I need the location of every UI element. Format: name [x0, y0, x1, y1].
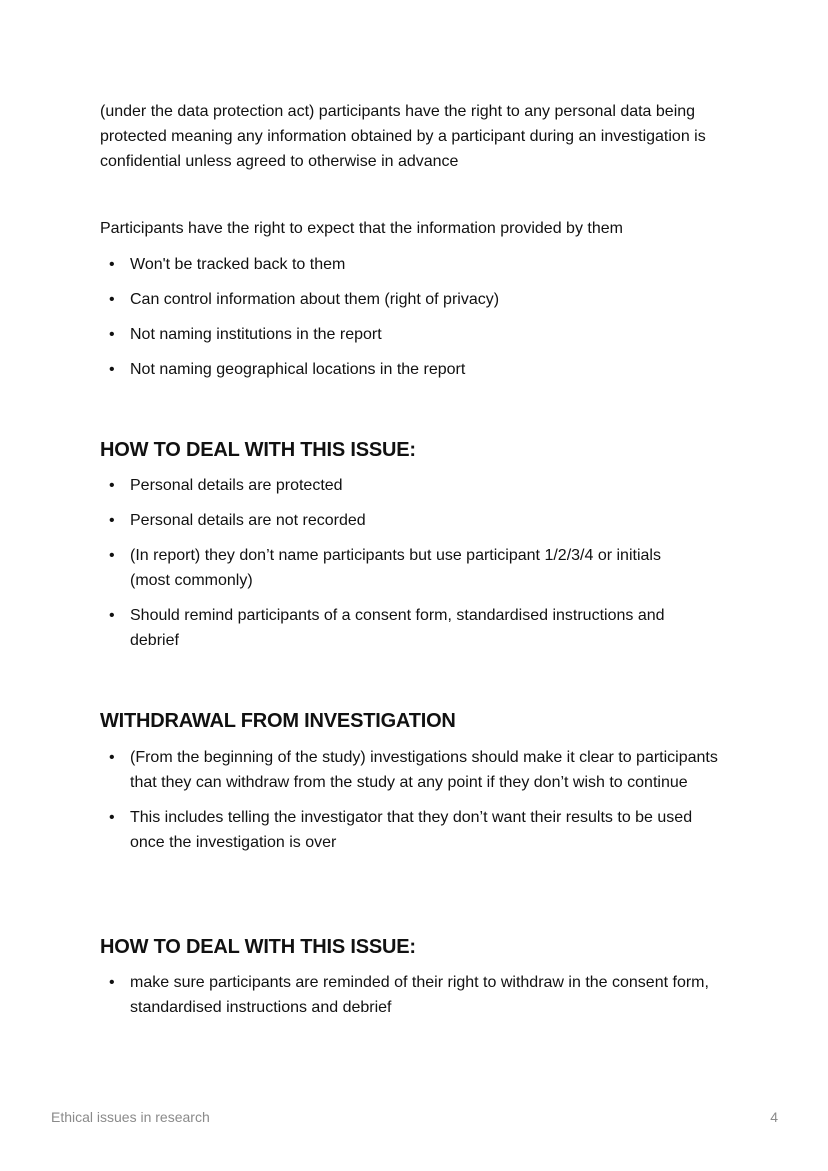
list-item: • Won't be tracked back to them: [100, 252, 730, 277]
list-item: • (In report) they don’t name participants but use participant 1/2/3/4 or initials (most commonly): [100, 543, 700, 593]
footer-document-title: Ethical issues in research: [51, 1109, 210, 1125]
section-heading-deal-2: HOW TO DEAL WITH THIS ISSUE:: [100, 936, 416, 958]
intro-paragraph: (under the data protection act) participants have the right to any personal data being protected meaning any information obtained by a participant during an investigation is confidential unless agreed to otherwise in advance: [100, 103, 706, 170]
list-item: • Personal details are not recorded: [100, 508, 730, 533]
bullet-icon: •: [109, 749, 115, 766]
bullet-icon: •: [109, 477, 115, 494]
bullet-icon: •: [109, 547, 115, 564]
section1-list: [100, 473, 730, 663]
bullet-icon: •: [109, 512, 115, 529]
list-item: • Can control information about them (right of privacy): [100, 287, 730, 312]
footer-page-number: 4: [770, 1109, 778, 1125]
list-item: • make sure participants are reminded of their right to withdraw in the consent form, standardised instructions and debrief: [100, 970, 730, 1020]
bullet-icon: •: [109, 607, 115, 624]
section3-list: [100, 970, 730, 1030]
section-heading-deal-1: HOW TO DEAL WITH THIS ISSUE:: [100, 439, 416, 461]
bullet-icon: •: [109, 326, 115, 343]
list-item: • (From the beginning of the study) investigations should make it clear to participants that they can withdraw from the study at any point if they don’t wish to continue: [100, 745, 730, 795]
bullet-icon: •: [109, 809, 115, 826]
rights-intro: Participants have the right to expect that the information provided by them: [100, 220, 623, 237]
bullet-icon: •: [109, 974, 115, 991]
list-item: • Not naming geographical locations in the report: [100, 357, 730, 382]
bullet-icon: •: [109, 256, 115, 273]
list-item: • This includes telling the investigator that they don’t want their results to be used once the investigation is over: [100, 805, 730, 855]
section-heading-withdrawal: WITHDRAWAL FROM INVESTIGATION: [100, 710, 456, 732]
bullet-icon: •: [109, 361, 115, 378]
section2-list: [100, 745, 730, 865]
list-item: • Personal details are protected: [100, 473, 730, 498]
rights-list: [100, 252, 730, 392]
list-item: • Not naming institutions in the report: [100, 322, 730, 347]
bullet-icon: •: [109, 291, 115, 308]
list-item: • Should remind participants of a consent form, standardised instructions and debrief: [100, 603, 700, 653]
